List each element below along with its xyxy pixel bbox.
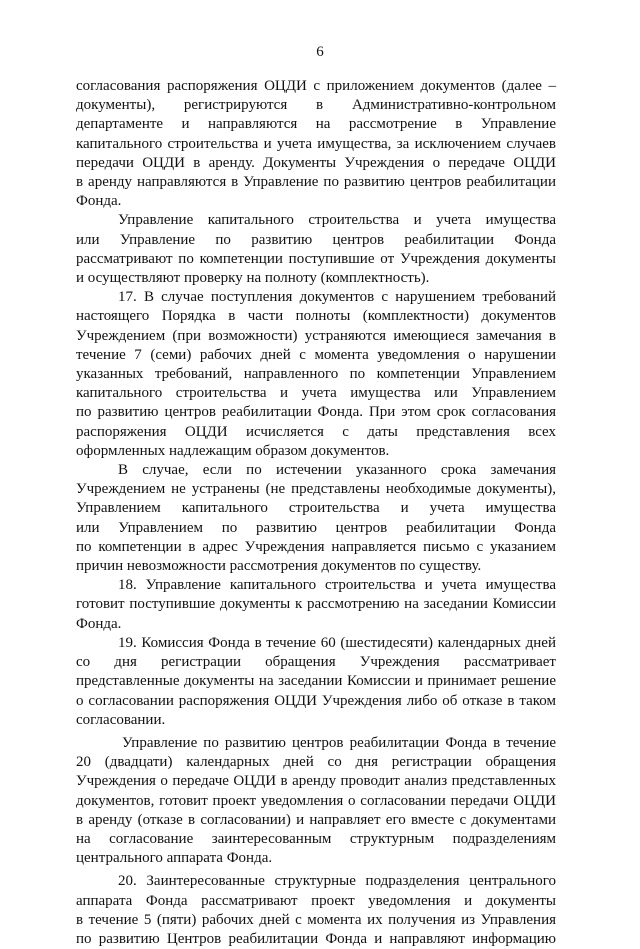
text-line: оформленных надлежащим образом документов.	[76, 442, 390, 459]
text-line: согласования распоряжения ОЦДИ с приложением документов (далее –	[76, 78, 556, 94]
text-line: и осуществляют проверку на полноту (комплектность).	[76, 270, 430, 287]
text-line: 18. Управление капитального строительства и учета имущества	[118, 577, 556, 594]
text-line: в аренду (отказе в согласовании) и направляет его вместе с документами	[76, 811, 556, 828]
text-line: причин невозможности рассмотрения документов по существу.	[76, 558, 482, 575]
text-line: по развитию Центров реабилитации Фонда и направляют информацию	[76, 930, 556, 947]
text-line: готовит поступившие документы к рассмотрению на заседании Комиссии	[76, 596, 556, 613]
text-line: в аренду направляются в Управление по развитию центров реабилитации	[76, 174, 556, 191]
text-line: Фонда.	[76, 615, 122, 632]
text-line: 20. Заинтересованные структурные подразделения центрального	[118, 873, 556, 890]
text-line: со дня регистрации обращения Учреждения рассматривает	[76, 654, 556, 671]
text-line: о согласовании распоряжения ОЦДИ Учреждения либо об отказе в таком	[76, 692, 556, 709]
text-line: Управление капитального строительства и учета имущества	[118, 212, 556, 229]
paragraph-continuation	[76, 77, 556, 211]
paragraph-item-17	[76, 288, 556, 461]
text-line: Учреждением не устранены (не представлены необходимые документы),	[76, 481, 556, 498]
text-line: 19. Комиссия Фонда в течение 60 (шестидесяти) календарных дней	[118, 634, 556, 651]
text-line: капитального строительства и учета имущества или Управлением	[76, 385, 556, 402]
text-line: Управление по развитию центров реабилитации Фонда в течение	[122, 734, 556, 751]
text-line: Управлением капитального строительства и учета имущества	[76, 500, 556, 517]
text-line: настоящего Порядка в части полноты (комплектности) документов	[76, 308, 556, 325]
paragraph-item-18	[76, 576, 556, 634]
text-line: в течение 5 (пяти) рабочих дней с момента их получения из Управления	[76, 911, 556, 928]
text-line: по компетенции в адрес Учреждения направляется письмо с указанием	[76, 538, 556, 555]
page-number: 6	[316, 44, 324, 60]
text-line: Учреждением (при возможности) устраняются имеющиеся замечания в	[76, 327, 556, 344]
text-line: Учреждения о передаче ОЦДИ в аренду проводит анализ представленных	[76, 773, 556, 790]
text-line: представленные документы на заседании Комиссии и принимает решение	[76, 673, 556, 690]
text-line: согласовании.	[76, 711, 166, 728]
text-line: распоряжения ОЦДИ исчисляется с даты представления всех	[76, 423, 556, 440]
paragraph-rehab-management	[76, 734, 556, 868]
paragraph-item-19	[76, 634, 556, 730]
text-line: 17. В случае поступления документов с нарушением требований	[118, 289, 556, 306]
text-line: документов, готовит проект уведомления о согласовании передачи ОЦДИ	[76, 792, 556, 809]
text-line: документы), регистрируются в Административно-контрольном	[76, 97, 556, 114]
text-line: на согласование заинтересованным структурным подразделениям	[76, 830, 556, 847]
text-line: передачи ОЦДИ в аренду. Документы Учреждения о передаче ОЦДИ	[76, 154, 556, 171]
text-line: по развитию центров реабилитации Фонда. При этом срок согласования	[76, 404, 556, 421]
paragraph-not-corrected	[76, 461, 556, 576]
text-line: Фонда.	[76, 193, 122, 210]
paragraph-review	[76, 211, 556, 288]
text-line: 20 (двадцати) календарных дней со дня регистрации обращения	[76, 754, 556, 771]
text-line: указанных требований, направленного по компетенции Управлением	[76, 366, 556, 383]
text-line: департаменте и направляются на рассмотрение в Управление	[76, 116, 556, 133]
text-line: центрального аппарата Фонда.	[76, 850, 273, 867]
text-line: или Управление по развитию центров реабилитации Фонда	[76, 231, 556, 248]
text-line: В случае, если по истечении указанного срока замечания	[118, 462, 556, 479]
text-line: течение 7 (семи) рабочих дней с момента уведомления о нарушении	[76, 346, 556, 363]
document-body	[76, 77, 556, 949]
text-line: рассматривают по компетенции поступившие от Учреждения документы	[76, 250, 556, 267]
text-line: капитального строительства и учета имущества, за исключением случаев	[76, 135, 556, 152]
paragraph-item-20	[76, 872, 556, 949]
text-line: или Управлением по развитию центров реабилитации Фонда	[76, 519, 556, 536]
text-line: аппарата Фонда рассматривают проект уведомления и документы	[76, 892, 556, 909]
